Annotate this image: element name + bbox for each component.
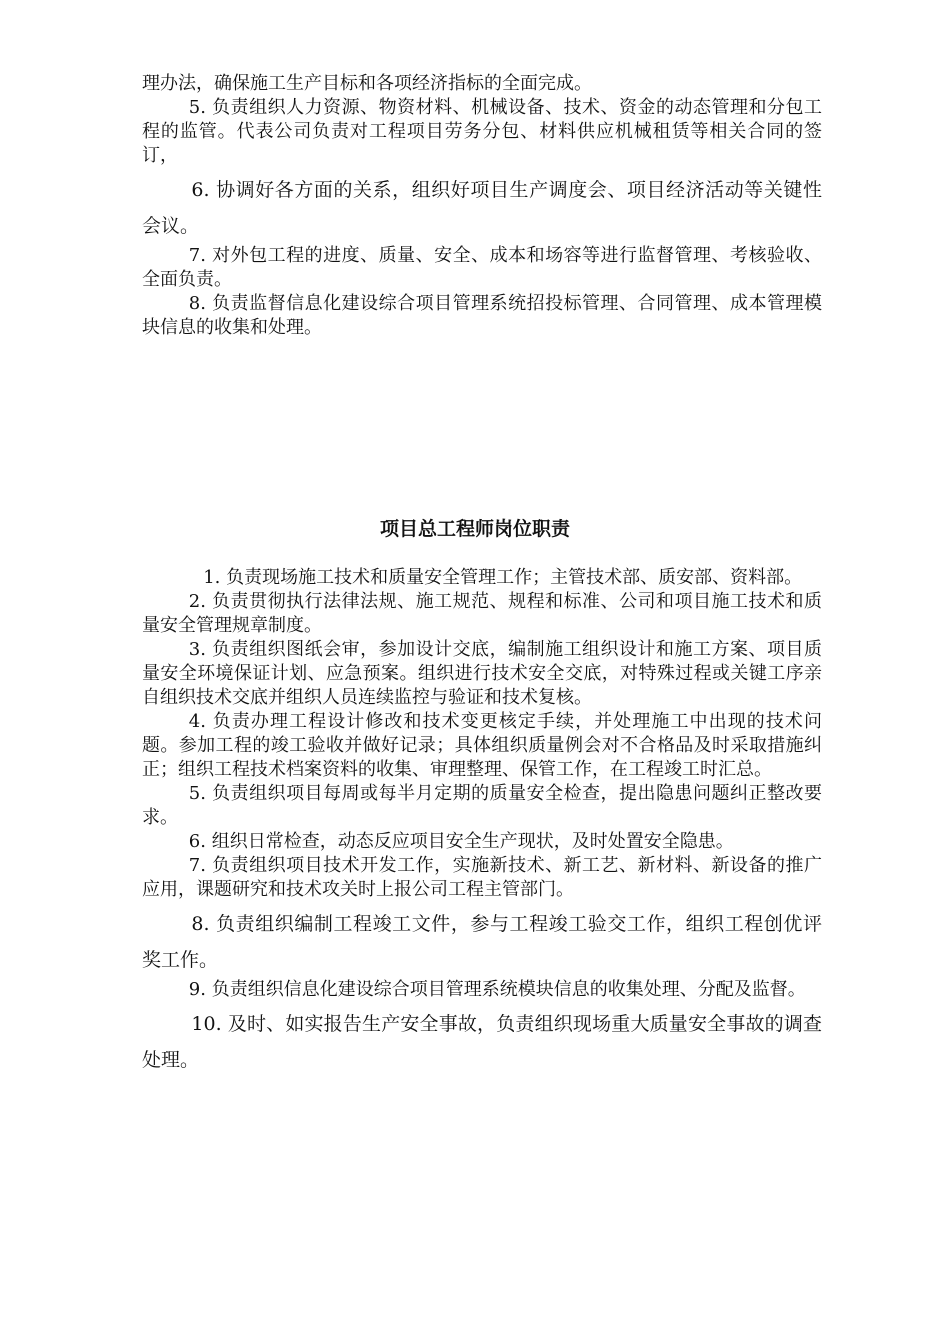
- paragraph: 7. 负责组织项目技术开发工作，实施新技术、新工艺、新材料、新设备的推广应用，课题研究和技术攻关时上报公司工程主管部门。: [142, 855, 822, 900]
- paragraph: 8. 负责监督信息化建设综合项目管理系统招投标管理、合同管理、成本管理模块信息的收集和处理。: [142, 293, 822, 338]
- paragraph: 7. 对外包工程的进度、质量、安全、成本和场容等进行监督管理、考核验收、全面负责。: [142, 245, 822, 290]
- paragraph: 2. 负责贯彻执行法律法规、施工规范、规程和标准、公司和项目施工技术和质量安全管理规章制度。: [142, 591, 822, 636]
- section-title: 项目总工程师岗位职责: [379, 518, 570, 540]
- paragraph: 3. 负责组织图纸会审，参加设计交底，编制施工组织设计和施工方案、项目质量安全环境保证计划、应急预案。组织进行技术安全交底，对特殊过程或关键工序亲自组织技术交底并组织人员连续监控与验证和技术复核。: [142, 639, 822, 708]
- paragraph: 理办法，确保施工生产目标和各项经济指标的全面完成。: [142, 73, 592, 94]
- paragraph: 1. 负责现场施工技术和质量安全管理工作；主管技术部、质安部、资料部。: [203, 567, 803, 588]
- section-1-body: [142, 72, 822, 340]
- paragraph: 4. 负责办理工程设计修改和技术变更核定手续，并处理施工中出现的技术问题。参加工程的竣工验收并做好记录；具体组织质量例会对不合格品及时采取措施纠正；组织工程技术档案资料的收集、审理整理、保管工作，在工程竣工时汇总。: [142, 711, 822, 780]
- paragraph: 6. 协调好各方面的关系，组织好项目生产调度会、项目经济活动等关键性会议。: [142, 179, 822, 237]
- paragraph: 5. 负责组织项目每周或每半月定期的质量安全检查，提出隐患问题纠正整改要求。: [142, 783, 822, 828]
- paragraph: 9. 负责组织信息化建设综合项目管理系统模块信息的收集处理、分配及监督。: [188, 979, 806, 1000]
- paragraph: 8. 负责组织编制工程竣工文件，参与工程竣工验交工作，组织工程创优评奖工作。: [142, 913, 822, 971]
- paragraph: 10. 及时、如实报告生产安全事故，负责组织现场重大质量安全事故的调查处理。: [142, 1013, 822, 1071]
- paragraph: 5. 负责组织人力资源、物资材料、机械设备、技术、资金的动态管理和分包工程的监管。代表公司负责对工程项目劳务分包、材料供应机械租赁等相关合同的签订，: [142, 97, 822, 166]
- paragraph: 6. 组织日常检查，动态反应项目安全生产现状，及时处置安全隐患。: [188, 831, 734, 852]
- section-2-body: [142, 566, 822, 1078]
